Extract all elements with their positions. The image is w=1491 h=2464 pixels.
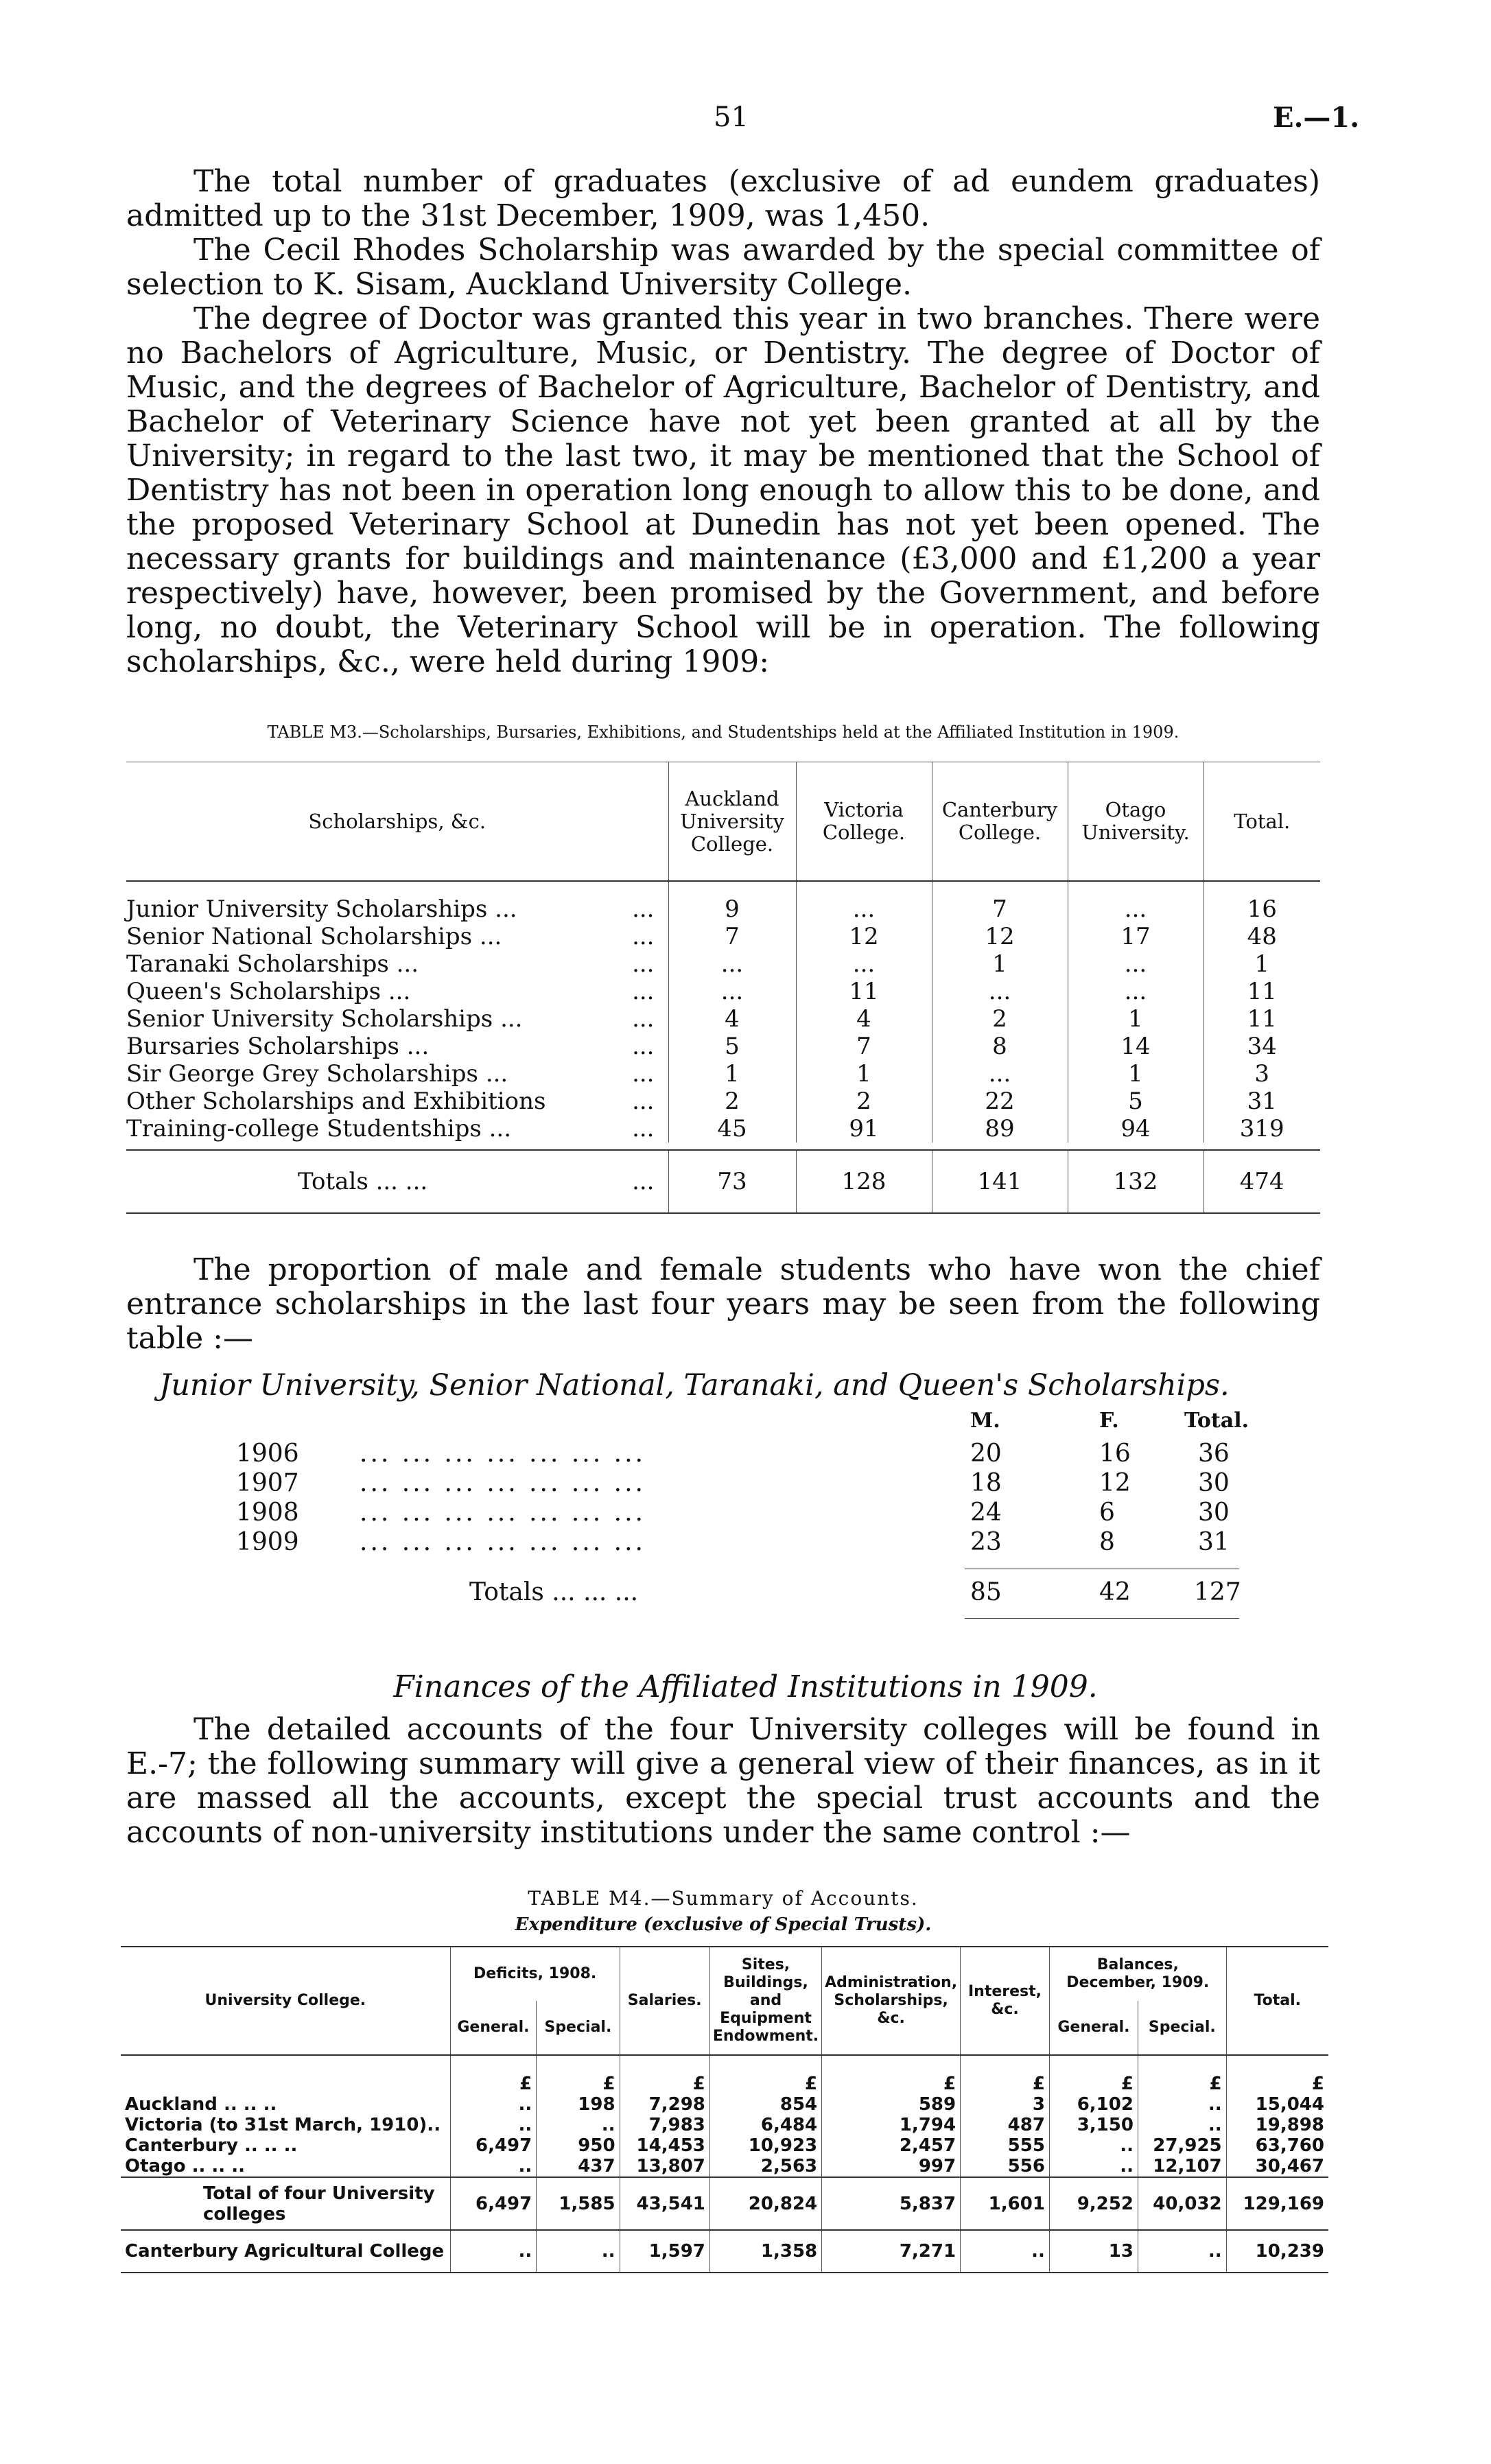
dot-leader: ... — [632, 1088, 655, 1115]
row-victoria: 128 — [796, 1150, 932, 1213]
table-m3-caption: TABLE M3.—Scholarships, Bursaries, Exhibitions, and Studentships held at the Affiliated Institution in 1909. — [267, 723, 1179, 742]
row-total: 31 — [1204, 1088, 1320, 1115]
junior-year-row — [126, 1469, 1320, 1498]
balance-special: 27,925 — [1138, 2135, 1226, 2156]
col-male: M. — [970, 1409, 1000, 1433]
m4-col-deficit-special: Special. — [537, 2001, 620, 2055]
female-count: 16 — [1099, 1440, 1131, 1468]
salaries: 43,541 — [620, 2177, 709, 2230]
document-reference: E.—1. — [1273, 102, 1360, 134]
row-otago: 94 — [1068, 1115, 1204, 1142]
m4-col-deficits: Deficits, 1908. — [450, 1947, 620, 2001]
currency-symbol: £ — [1226, 2055, 1328, 2094]
scholarship-name — [126, 1005, 668, 1033]
currency-symbol: £ — [709, 2055, 821, 2094]
deficit-general: .. — [450, 2115, 537, 2135]
row-victoria: 91 — [796, 1115, 932, 1142]
college-name: Otago .. .. .. — [125, 2156, 245, 2176]
col-canterbury: Canterbury College. — [932, 762, 1068, 882]
table-m4 — [121, 1946, 1328, 2273]
total: 129,169 — [1226, 2177, 1328, 2230]
row-canterbury: 12 — [932, 923, 1068, 950]
row-victoria: ... — [796, 950, 932, 978]
scholarship-name — [126, 1115, 668, 1142]
row-canterbury: 2 — [932, 1005, 1068, 1033]
balance-special: .. — [1138, 2094, 1226, 2115]
row-auckland: 9 — [668, 881, 796, 923]
total: 10,239 — [1226, 2230, 1328, 2273]
m4-col-admin: Administration, Scholarships, &c. — [822, 1947, 961, 2055]
row-total: 319 — [1204, 1115, 1320, 1142]
year: 1909 — [236, 1528, 299, 1556]
total-count: 30 — [1198, 1499, 1230, 1527]
intro-text — [126, 165, 1320, 679]
row-otago: 1 — [1068, 1060, 1204, 1088]
balance-general: 9,252 — [1049, 2177, 1138, 2230]
table-m3-row — [126, 1005, 1320, 1033]
finances-text — [126, 1713, 1320, 1850]
scholarship-name-text: Senior National Scholarships ... — [126, 923, 502, 950]
table-m3-header — [126, 762, 1320, 882]
table-m3-totals-row — [126, 1150, 1320, 1213]
currency-symbol: £ — [537, 2055, 620, 2094]
m4-col-sites: Sites, Buildings, and Equipment Endowment. — [709, 1947, 821, 2055]
scholarship-name — [126, 950, 668, 978]
salaries: 14,453 — [620, 2135, 709, 2156]
m4-col-college: University College. — [204, 1992, 366, 2009]
balance-general: .. — [1049, 2156, 1138, 2177]
row-total: 1 — [1204, 950, 1320, 978]
dot-leader: ... — [632, 1168, 655, 1195]
row-otago: ... — [1068, 881, 1204, 923]
college-name: Canterbury .. .. .. — [125, 2135, 298, 2156]
dot-leader: ... — [632, 1033, 655, 1060]
proportion-paragraph: The proportion of male and female students who have won the chief entrance scholarships in the last four years may be seen from the following table :— — [126, 1252, 1320, 1356]
scholarship-name — [126, 1060, 668, 1088]
sites: 854 — [709, 2094, 821, 2115]
dot-leader: ... — [632, 950, 655, 978]
dot-leader: ... — [632, 923, 655, 950]
junior-year-row — [126, 1499, 1320, 1527]
scholarship-name-text: Junior University Scholarships ... — [126, 895, 517, 923]
table-m4-row — [121, 2135, 1328, 2156]
total-count: 36 — [1198, 1440, 1230, 1468]
junior-header-row — [126, 1407, 1320, 1435]
year: 1906 — [236, 1440, 299, 1468]
dot-leader: ... ... ... ... ... ... ... — [360, 1499, 646, 1527]
total: 30,467 — [1226, 2156, 1328, 2177]
row-auckland: 73 — [668, 1150, 796, 1213]
table-m3 — [126, 762, 1320, 1214]
row-canterbury: 89 — [932, 1115, 1068, 1142]
row-otago: ... — [1068, 950, 1204, 978]
table-m3-row — [126, 1115, 1320, 1142]
male-count: 20 — [970, 1440, 1002, 1468]
row-canterbury: 141 — [932, 1150, 1068, 1213]
table-m3-row — [126, 923, 1320, 950]
admin: 997 — [822, 2156, 961, 2177]
scholarship-name — [126, 978, 668, 1005]
row-victoria: 2 — [796, 1088, 932, 1115]
row-total: 474 — [1204, 1150, 1320, 1213]
junior-year-row — [126, 1528, 1320, 1557]
scholarship-name-text: Totals ... ... — [298, 1168, 428, 1195]
proportion-text — [126, 1253, 1320, 1356]
currency-symbol: £ — [1138, 2055, 1226, 2094]
table-m3-row — [126, 978, 1320, 1005]
table-m3-spacer — [126, 1142, 1320, 1150]
col-total: Total. — [1204, 762, 1320, 882]
currency-row — [121, 2055, 1328, 2094]
salaries: 7,298 — [620, 2094, 709, 2115]
m4-col-balances: Balances, December, 1909. — [1049, 1947, 1226, 2001]
female-count: 8 — [1099, 1528, 1115, 1556]
interest: 1,601 — [961, 2177, 1050, 2230]
scholarship-name-text: Taranaki Scholarships ... — [126, 950, 419, 978]
row-auckland: 7 — [668, 923, 796, 950]
deficit-general: .. — [450, 2094, 537, 2115]
currency-symbol: £ — [1049, 2055, 1138, 2094]
row-otago: 17 — [1068, 923, 1204, 950]
row-total: 3 — [1204, 1060, 1320, 1088]
m4-col-balance-special: Special. — [1138, 2001, 1226, 2055]
table-m4-row — [121, 2115, 1328, 2135]
scholarship-name-text: Training-college Studentships ... — [126, 1115, 512, 1142]
salaries: 1,597 — [620, 2230, 709, 2273]
dot-leader: ... ... ... ... ... ... ... — [360, 1440, 646, 1468]
table-m3-body — [126, 881, 1320, 1213]
row-victoria: 1 — [796, 1060, 932, 1088]
table-m4-caption: TABLE M4.—Summary of Accounts. — [528, 1887, 919, 1910]
currency-blank — [121, 2055, 450, 2094]
m4-col-total: Total. — [1226, 1947, 1328, 2055]
scholarship-name — [126, 923, 668, 950]
deficit-general: 6,497 — [450, 2135, 537, 2156]
deficit-special: 437 — [537, 2156, 620, 2177]
row-canterbury: ... — [932, 1060, 1068, 1088]
m4-col-interest: Interest, &c. — [961, 1947, 1050, 2055]
year: 1907 — [236, 1469, 299, 1497]
row-otago: 1 — [1068, 1005, 1204, 1033]
scholarship-name-text: Sir George Grey Scholarships ... — [126, 1060, 508, 1088]
col-victoria: Victoria College. — [796, 762, 932, 882]
row-auckland: 2 — [668, 1088, 796, 1115]
row-victoria: 4 — [796, 1005, 932, 1033]
finances-title: Finances of the Affiliated Institutions in 1909. — [393, 1669, 1098, 1704]
row-total: 16 — [1204, 881, 1320, 923]
sites: 6,484 — [709, 2115, 821, 2135]
college-name: Victoria (to 31st March, 1910).. — [125, 2115, 441, 2135]
male-count: 23 — [970, 1528, 1002, 1556]
row-auckland: 45 — [668, 1115, 796, 1142]
dot-leader: ... — [632, 895, 655, 923]
interest: .. — [961, 2230, 1050, 2273]
balance-general: 3,150 — [1049, 2115, 1138, 2135]
deficit-general: 6,497 — [450, 2177, 537, 2230]
male-total: 85 — [970, 1578, 1002, 1606]
row-auckland: ... — [668, 978, 796, 1005]
admin: 7,271 — [822, 2230, 961, 2273]
row-canterbury: 7 — [932, 881, 1068, 923]
row-canterbury: 22 — [932, 1088, 1068, 1115]
dot-leader: ... ... ... ... ... ... ... — [360, 1528, 646, 1556]
college-name: Total of four University colleges — [121, 2177, 450, 2230]
deficit-special: .. — [537, 2115, 620, 2135]
finances-paragraph: The detailed accounts of the four University colleges will be found in E.-7; the following summary will give a general view of their finances, as in it are massed all the accounts, except the special trust accounts and the accounts of non-university institutions under the same control :— — [126, 1712, 1320, 1850]
balance-special: 40,032 — [1138, 2177, 1226, 2230]
college-name: Auckland .. .. .. — [125, 2094, 277, 2115]
female-total: 42 — [1099, 1578, 1131, 1606]
sites: 2,563 — [709, 2156, 821, 2177]
year: 1908 — [236, 1499, 299, 1527]
degrees-paragraph: The degree of Doctor was granted this year in two branches. There were no Bachelors of Agriculture, Music, or Dentistry. The degree of Doctor of Music, and the degrees of Bachelor of Agriculture, Bachelor of Dentistry, and Bachelor of Veterinary Science have not yet been granted at all by the University; in regard to the last two, it may be mentioned that the School of Dentistry has not been in operation long enough to allow this to be done, and the proposed Veterinary School at Dunedin has not yet been opened. The necessary grants for buildings and maintenance (£3,000 and £1,200 a year respectively) have, however, been promised by the Government, and before long, no doubt, the Veterinary School will be in operation. The following scholarships, &c., were held during 1909: — [126, 301, 1320, 679]
total-count: 30 — [1198, 1469, 1230, 1497]
male-count: 18 — [970, 1469, 1002, 1497]
table-m4-row — [121, 2094, 1328, 2115]
balance-special: 12,107 — [1138, 2156, 1226, 2177]
male-count: 24 — [970, 1499, 1002, 1527]
scholarship-name — [126, 1088, 668, 1115]
col-auckland: Auckland University College. — [668, 762, 796, 882]
interest: 487 — [961, 2115, 1050, 2135]
table-m4-totals-row — [121, 2177, 1328, 2230]
scholarship-name — [126, 1033, 668, 1060]
row-otago: 5 — [1068, 1088, 1204, 1115]
salaries: 7,983 — [620, 2115, 709, 2135]
row-otago: 132 — [1068, 1150, 1204, 1213]
female-count: 12 — [1099, 1469, 1131, 1497]
junior-totals-row — [126, 1578, 1320, 1607]
row-total: 11 — [1204, 1005, 1320, 1033]
interest: 555 — [961, 2135, 1050, 2156]
col-female: F. — [1099, 1409, 1119, 1433]
row-victoria: ... — [796, 881, 932, 923]
row-victoria: 12 — [796, 923, 932, 950]
row-victoria: 11 — [796, 978, 932, 1005]
sites: 10,923 — [709, 2135, 821, 2156]
row-canterbury: ... — [932, 978, 1068, 1005]
row-otago: 14 — [1068, 1033, 1204, 1060]
dot-leader: ... — [632, 1005, 655, 1033]
balance-general: 13 — [1049, 2230, 1138, 2273]
page-number: 51 — [714, 102, 749, 133]
balance-general: 6,102 — [1049, 2094, 1138, 2115]
junior-bottom-rule — [965, 1618, 1239, 1619]
total: 63,760 — [1226, 2135, 1328, 2156]
currency-symbol: £ — [620, 2055, 709, 2094]
scholarship-name-text: Senior University Scholarships ... — [126, 1005, 523, 1033]
total: 19,898 — [1226, 2115, 1328, 2135]
table-m3-row — [126, 1033, 1320, 1060]
totals-label: Totals ... ... ... — [469, 1578, 639, 1606]
deficit-general: .. — [450, 2230, 537, 2273]
grand-total: 127 — [1194, 1578, 1241, 1606]
balance-general: .. — [1049, 2135, 1138, 2156]
m4-col-balance-general: General. — [1049, 2001, 1138, 2055]
scholarship-name-text: Bursaries Scholarships ... — [126, 1033, 430, 1060]
total-count: 31 — [1198, 1528, 1230, 1556]
admin: 2,457 — [822, 2135, 961, 2156]
table-m3-row — [126, 881, 1320, 923]
deficit-special: 1,585 — [537, 2177, 620, 2230]
admin: 5,837 — [822, 2177, 961, 2230]
dot-leader: ... — [632, 978, 655, 1005]
table-m4-row — [121, 2156, 1328, 2177]
row-canterbury: 8 — [932, 1033, 1068, 1060]
total: 15,044 — [1226, 2094, 1328, 2115]
table-m4-subcaption: Expenditure (exclusive of Special Trusts). — [515, 1914, 932, 1935]
table-m3-row — [126, 1088, 1320, 1115]
table-m3-row — [126, 1060, 1320, 1088]
currency-symbol: £ — [822, 2055, 961, 2094]
col-total: Total. — [1184, 1409, 1249, 1433]
sites: 1,358 — [709, 2230, 821, 2273]
graduates-paragraph: The total number of graduates (exclusive of ad eundem graduates) admitted up to the 31st December, 1909, was 1,450. — [126, 164, 1320, 233]
table-m4-body — [121, 2055, 1328, 2273]
deficit-special: 950 — [537, 2135, 620, 2156]
dot-leader: ... ... ... ... ... ... ... — [360, 1469, 646, 1497]
deficit-general: .. — [450, 2156, 537, 2177]
college-name: Canterbury Agricultural College — [121, 2230, 450, 2273]
row-total: 34 — [1204, 1033, 1320, 1060]
row-total: 48 — [1204, 923, 1320, 950]
currency-symbol: £ — [450, 2055, 537, 2094]
dot-leader: ... — [632, 1115, 655, 1142]
scholarship-name-text: Queen's Scholarships ... — [126, 978, 411, 1005]
row-auckland: ... — [668, 950, 796, 978]
scholarship-name-text: Other Scholarships and Exhibitions — [126, 1088, 546, 1115]
junior-year-row — [126, 1440, 1320, 1468]
col-otago: Otago University. — [1068, 762, 1204, 882]
table-m4-agricultural-row — [121, 2230, 1328, 2273]
m4-col-salaries: Salaries. — [620, 1947, 709, 2055]
spacer-cell — [126, 1142, 1320, 1150]
deficit-special: .. — [537, 2230, 620, 2273]
deficit-special: 198 — [537, 2094, 620, 2115]
row-otago: ... — [1068, 978, 1204, 1005]
currency-symbol: £ — [961, 2055, 1050, 2094]
table-m3-row — [126, 950, 1320, 978]
row-total: 11 — [1204, 978, 1320, 1005]
row-victoria: 7 — [796, 1033, 932, 1060]
row-auckland: 1 — [668, 1060, 796, 1088]
female-count: 6 — [1099, 1499, 1115, 1527]
balance-special: .. — [1138, 2230, 1226, 2273]
admin: 1,794 — [822, 2115, 961, 2135]
rhodes-paragraph: The Cecil Rhodes Scholarship was awarded by the special committee of selection to K. Sisam, Auckland University College. — [126, 233, 1320, 302]
dot-leader: ... — [632, 1060, 655, 1088]
balance-special: .. — [1138, 2115, 1226, 2135]
row-auckland: 5 — [668, 1033, 796, 1060]
interest: 556 — [961, 2156, 1050, 2177]
scholarship-name — [126, 881, 668, 923]
interest: 3 — [961, 2094, 1050, 2115]
row-auckland: 4 — [668, 1005, 796, 1033]
scholarship-name — [126, 1150, 668, 1213]
salaries: 13,807 — [620, 2156, 709, 2177]
sites: 20,824 — [709, 2177, 821, 2230]
admin: 589 — [822, 2094, 961, 2115]
col-scholarships: Scholarships, &c. — [308, 809, 486, 833]
junior-table-title: Junior University, Senior National, Taranaki, and Queen's Scholarships. — [159, 1368, 1230, 1403]
row-canterbury: 1 — [932, 950, 1068, 978]
m4-col-deficit-general: General. — [450, 2001, 537, 2055]
